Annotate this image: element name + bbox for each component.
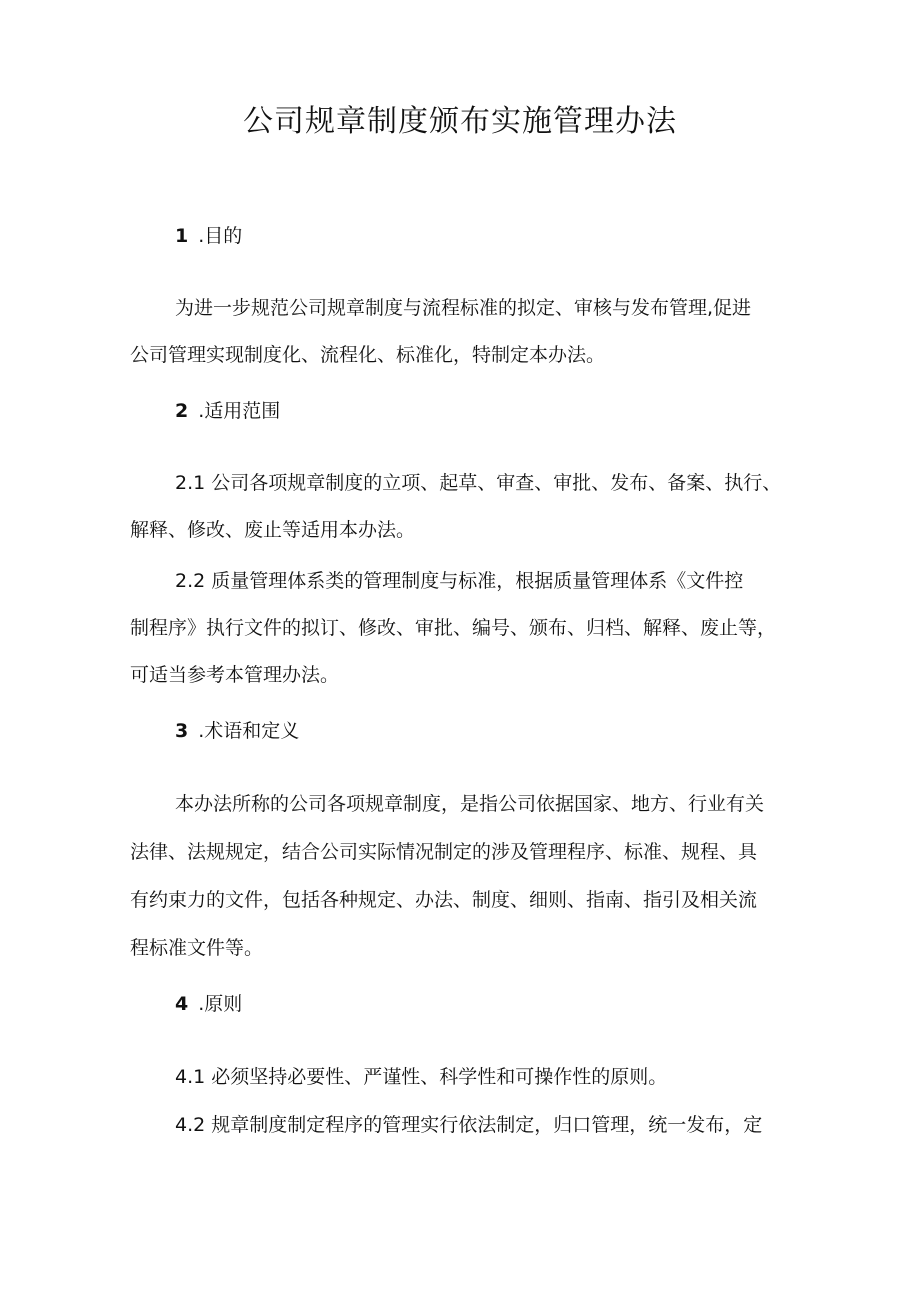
paragraph-line: 2.1 公司各项规章制度的立项、起草、审查、审批、发布、备案、执行、 xyxy=(175,472,782,494)
paragraph-line: 4.1 必须坚持必要性、严谨性、科学性和可操作性的原则。 xyxy=(175,1066,668,1088)
section-number: 4 xyxy=(175,993,189,1015)
section-title: .适用范围 xyxy=(198,400,281,422)
section-title: .目的 xyxy=(198,225,243,247)
paragraph-line: 公司管理实现制度化、流程化、标准化，特制定本办法。 xyxy=(130,344,606,366)
section-heading-2 xyxy=(175,396,280,426)
section-number: 2 xyxy=(175,400,189,422)
section-heading-1 xyxy=(175,221,242,251)
document-title: 公司规章制度颁布实施管理办法 xyxy=(243,104,677,139)
paragraph-line: 为进一步规范公司规章制度与流程标准的拟定、审核与发布管理,促进 xyxy=(175,297,752,319)
paragraph-line: 2.2 质量管理体系类的管理制度与标准，根据质量管理体系《文件控 xyxy=(175,570,744,592)
paragraph-line: 4.2 规章制度制定程序的管理实行依法制定，归口管理，统一发布，定 xyxy=(175,1114,763,1136)
paragraph-line: 解释、修改、废止等适用本办法。 xyxy=(130,519,416,541)
paragraph-line: 法律、法规规定，结合公司实际情况制定的涉及管理程序、标准、规程、具 xyxy=(130,841,758,863)
paragraph-line: 程标准文件等。 xyxy=(130,937,264,959)
paragraph-line: 本办法所称的公司各项规章制度，是指公司依据国家、地方、行业有关 xyxy=(175,793,765,815)
paragraph-line: 制程序》执行文件的拟订、修改、审批、编号、颁布、归档、解释、废止等， xyxy=(130,617,777,639)
paragraph-line: 可适当参考本管理办法。 xyxy=(130,664,340,686)
section-title: .原则 xyxy=(198,993,243,1015)
section-number: 1 xyxy=(175,225,189,247)
section-heading-4 xyxy=(175,989,242,1019)
section-heading-3 xyxy=(175,716,299,746)
paragraph-line: 有约束力的文件，包括各种规定、办法、制度、细则、指南、指引及相关流 xyxy=(130,889,758,911)
section-number: 3 xyxy=(175,720,189,742)
section-title: .术语和定义 xyxy=(198,720,300,742)
